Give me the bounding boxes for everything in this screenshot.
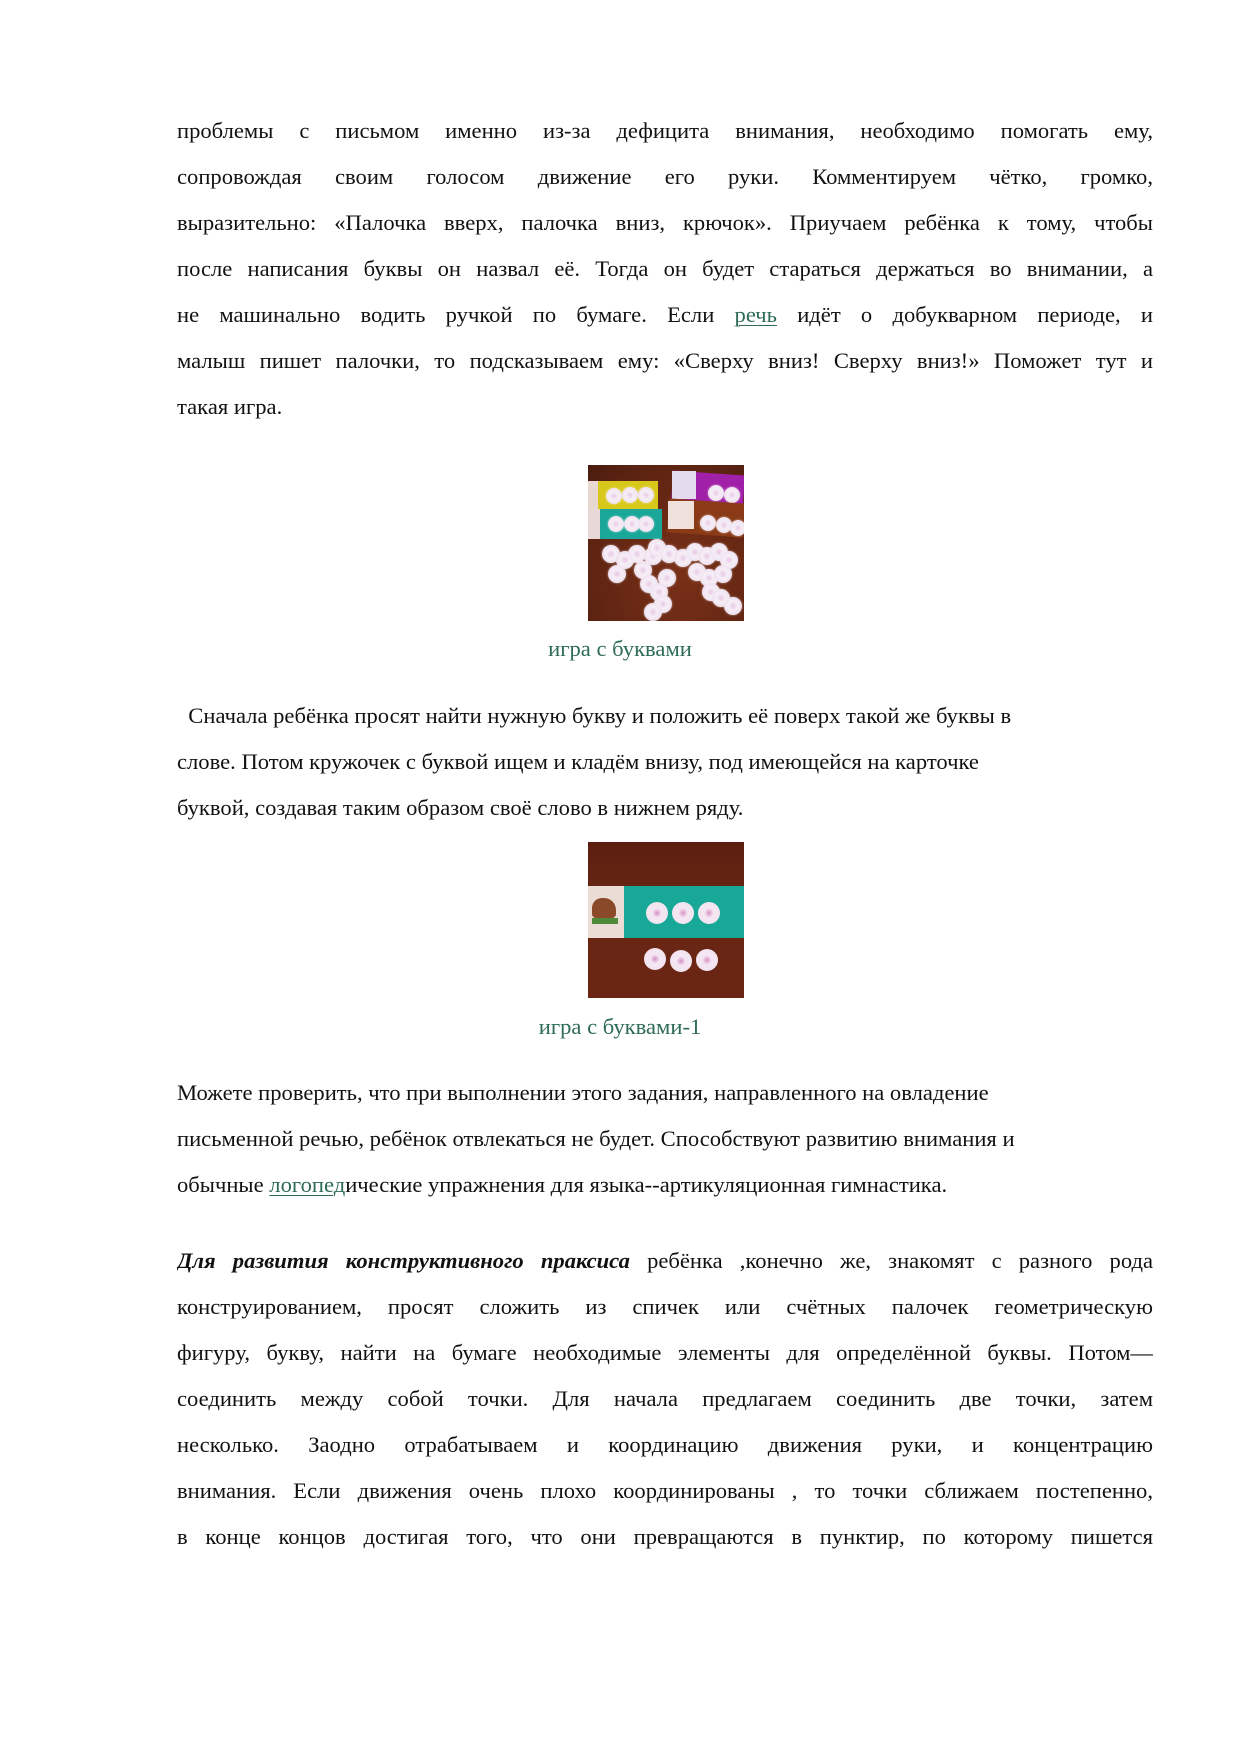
text-line: внимания. Если движения очень плохо координированы , то точки сближаем постепенно,: [177, 1478, 1153, 1503]
text-line: выразительно: «Палочка вверх, палочка вниз, крючок». Приучаем ребёнка к тому, чтобы: [177, 210, 1153, 235]
text-line: фигуру, букву, найти на бумаге необходимые элементы для определённой буквы. Потом—: [177, 1340, 1153, 1365]
text-segment: не машинально водить ручкой по бумаге. Если: [177, 302, 715, 327]
text-line: буквой, создавая таким образом своё слово в нижнем ряду.: [177, 795, 744, 820]
photo-letter-game: [588, 465, 744, 621]
paragraph-3: [177, 1070, 1153, 1208]
text-line-with-link: [177, 292, 1153, 338]
paragraph-4: [177, 1238, 1153, 1560]
text-line: несколько. Заодно отрабатываем и координацию движения руки, и концентрацию: [177, 1432, 1153, 1457]
text-segment: ребёнка ,конечно же, знакомят с разного рода: [629, 1248, 1153, 1273]
photo-letter-game-1: [588, 842, 744, 998]
text-line: письменной речью, ребёнок отвлекаться не будет. Способствуют развитию внимания и: [177, 1126, 1015, 1151]
text-line: малыш пишет палочки, то подсказываем ему: «Сверху вниз! Сверху вниз!» Поможет тут и: [177, 348, 1153, 373]
text-line: Можете проверить, что при выполнении этого задания, направленного на овладение: [177, 1080, 989, 1105]
text-line: конструированием, просят сложить из спичек или счётных палочек геометрическую: [177, 1294, 1153, 1319]
paragraph-1: [177, 108, 1153, 430]
text-line-with-heading: [177, 1238, 1153, 1284]
text-segment: идёт о добукварном периоде, и: [797, 302, 1153, 327]
paragraph-2: [177, 693, 1153, 831]
text-line: сопровождая своим голосом движение его руки. Комментируем чётко, громко,: [177, 164, 1153, 189]
text-line: соединить между собой точки. Для начала предлагаем соединить две точки, затем: [177, 1386, 1153, 1411]
text-line: после написания буквы он назвал её. Тогда он будет стараться держаться во внимании, а: [177, 256, 1153, 281]
text-segment: обычные: [177, 1172, 270, 1197]
text-line: такая игра.: [177, 394, 283, 419]
text-line-with-link: [177, 1162, 1153, 1208]
text-line: Сначала ребёнка просят найти нужную букву и положить её поверх такой же буквы в: [177, 703, 1012, 728]
bold-italic-lead: Для развития конструктивного праксиса: [177, 1248, 630, 1273]
text-line: слове. Потом кружочек с буквой ищем и кладём внизу, под имеющейся на карточке: [177, 749, 979, 774]
link-rech[interactable]: речь: [734, 302, 777, 327]
link-logoped[interactable]: логопед: [269, 1172, 346, 1197]
text-segment: ические упражнения для языка--артикуляционная гимнастика.: [345, 1172, 948, 1197]
text-line: в конце концов достигая того, что они превращаются в пунктир, по которому пишется: [177, 1524, 1153, 1549]
text-line: проблемы с письмом именно из-за дефицита внимания, необходимо помогать ему,: [177, 118, 1153, 143]
figure-caption-1: игра с буквами: [548, 636, 692, 661]
figure-caption-2: игра с буквами-1: [538, 1014, 702, 1039]
